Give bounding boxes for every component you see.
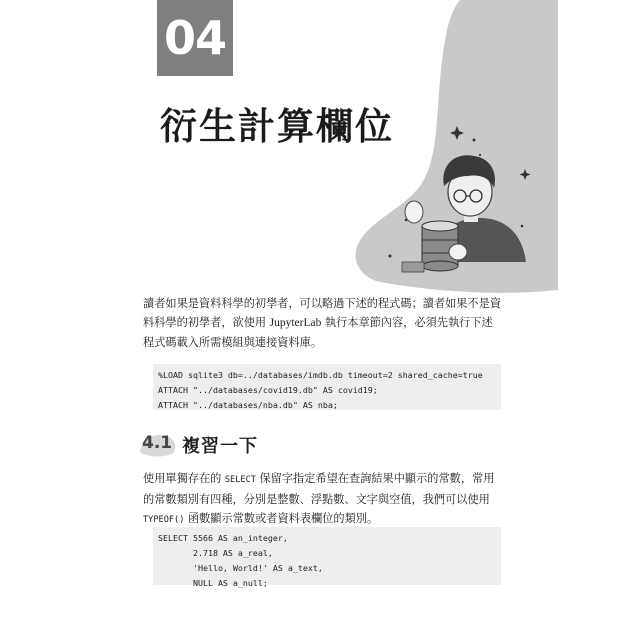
keyword-typeof: TYPEOF() <box>143 515 185 525</box>
intro-tool-name: JupyterLab <box>269 317 322 329</box>
block-shape <box>402 262 424 272</box>
chapter-title: 衍生計算欄位 <box>160 105 394 148</box>
setup-code-block <box>153 364 501 410</box>
review-paragraph <box>143 469 503 530</box>
keyword-select: SELECT <box>224 475 256 485</box>
section-number: 4.1 <box>142 433 173 453</box>
example-code-block <box>153 527 501 588</box>
chapter-number-badge: 04 <box>157 0 233 76</box>
intro-suffix: 執行本章節內容，必須先執行下述程式碼載入所需模組與連接資料庫。 <box>143 316 493 349</box>
code-line: SELECT 5566 AS an_integer, <box>158 533 288 543</box>
code-line: NULL AS a_null; <box>158 578 268 588</box>
chapter-illustration <box>340 0 560 300</box>
review-text-2: 保留字指定希望在查詢結果中顯示的常數，常用的常數類別有四種，分別是整數、浮點數、文字與空值，我們可以使用 <box>143 472 495 506</box>
review-text-3: 函數顯示常數或者資料表欄位的類別。 <box>184 512 379 525</box>
intro-prefix: 讀者如果是資料科學的初學者，可以略過下述的程式碼；讀者如果不是資料科學的初學者，欲使用 <box>143 297 502 329</box>
code-line: ATTACH "../databases/covid19.db" AS covid19; <box>158 385 378 395</box>
review-text-1: 使用單獨存在的 <box>143 472 225 485</box>
intro-paragraph <box>143 294 503 352</box>
person-hand-left <box>405 201 423 223</box>
section-title: 複習一下 <box>182 436 258 457</box>
code-line: 2.718 AS a_real, <box>158 548 273 558</box>
code-line: %LOAD sqlite3 db=../databases/imdb.db timeout=2 shared_cache=true <box>158 370 483 380</box>
code-line: 'Hello, World!' AS a_text, <box>158 563 323 573</box>
person-hand-right <box>449 244 467 260</box>
code-line: ATTACH "../databases/nba.db" AS nba; <box>158 400 338 410</box>
